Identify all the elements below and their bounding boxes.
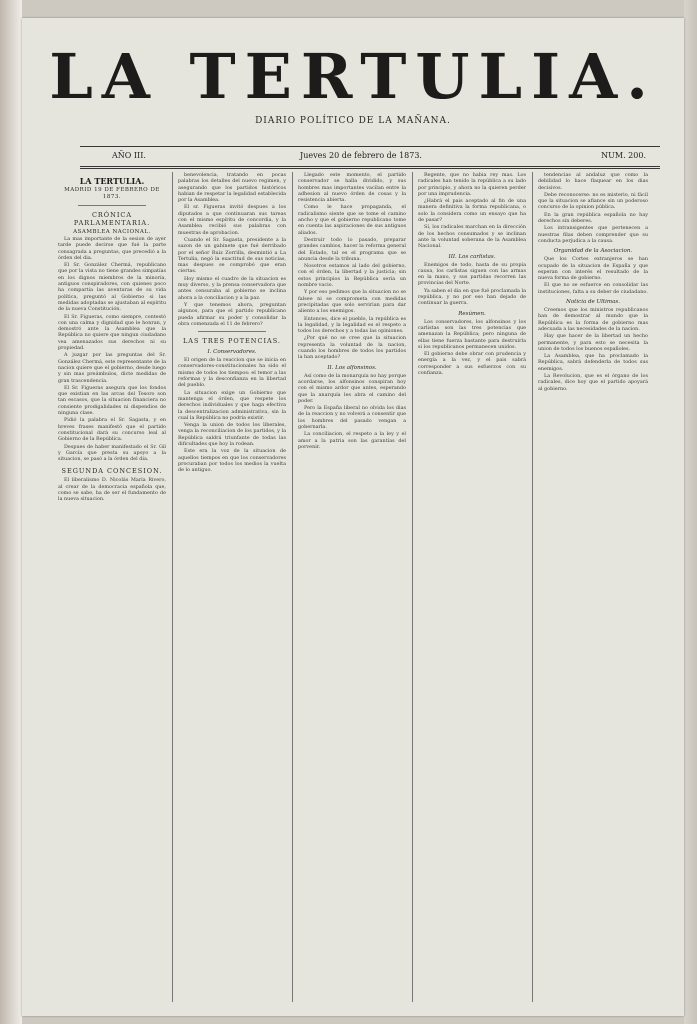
subheading-carlistas: III. Los carlistas.: [448, 253, 496, 260]
header-rule-top: [80, 146, 660, 147]
article-paragraph: La mas importante de la sesion de ayer tarde puede decirse que fué la parte consagrada a preguntas, que precedió a la órden del dia.: [58, 236, 166, 261]
column-1-separator: [78, 205, 146, 206]
article-paragraph: El Sr. Figueras asegura que los fondos que existian en las arcas del Tesoro son tan escasos, que la situacion financiera no consiente prodigalidades ni dispendios de ninguna clase.: [58, 384, 166, 417]
article-paragraph: Los conservadores, los alfonsinos y los carlistas son las tres potencias que amenazan la República; pero ninguna de ellas tiene fuerza bastante para destruirla si los republicanos permanecen unidos.: [418, 318, 526, 350]
section-cronica: CRÓNICA PARLAMENTARIA.: [73, 211, 151, 227]
article-paragraph: Regente, que no habia rey mas. Los radicales han tenido la república a su lado por principio, y ahora no la quieren perder por una imprudencia.: [418, 172, 526, 197]
masthead-subtitle: DIARIO POLÍTICO DE LA MAÑANA.: [255, 116, 451, 126]
article-paragraph: Ya saben el dia en que fué proclamada la república, y no por eso han dejado de continuar la guerra.: [418, 287, 526, 307]
article-paragraph: Creemos que los ministros republicanos han de demostrar al mundo que la República es la forma de gobierno mas adecuada a las necesidades de la nacion.: [538, 307, 648, 332]
article-paragraph: En la gran república española no hay derechos sin deberes.: [538, 211, 648, 225]
article-paragraph: ¿Por qué no se cree que la situacion representa la voluntad de la nacion, cuando los hombres de todos los partidos la han aceptado?: [298, 335, 406, 361]
newspaper-page: [22, 18, 684, 1016]
article-paragraph: Los intransigentes que pertenecen a nuestras filas deben comprender que su conducta perjudica a la causa.: [538, 225, 648, 244]
article-paragraph: Este era la voz de la situacion de aquellos tiempos en que los conservadores procuraban por todos los medios la vuelta de lo antiguo.: [178, 448, 286, 474]
column-divider: [532, 172, 533, 1002]
subheading-resumen: Resúmen.: [458, 310, 486, 317]
article-paragraph: Hay que hacer de la libertad un hecho permanente, y para esto se necesita la union de todos los buenos españoles.: [538, 333, 648, 352]
article-paragraph: Llegado este momento, el partido conservador se halla dividido, y sus hombres mas importantes vacilan entre la adhesion al nuevo órden de cosas y la resistencia abierta.: [298, 172, 406, 204]
article-paragraph: El Sr. Figueras, como siempre, contestó con una calma y dignidad que le honran, y demostró ante la Asamblea que la República no quiere que ningun ciudadano vea amenazados sus derechos ni su propiedad.: [58, 313, 166, 352]
article-paragraph: Nosotros estamos al lado del gobierno, con el órden, la libertad y la justicia; sin estos principios la República seria un nombre vacio.: [298, 263, 406, 289]
column-1: [58, 172, 166, 1002]
column-2: [178, 172, 286, 1002]
column-divider: [292, 172, 293, 1002]
article-paragraph: El origen de la reaccion que se inicia en conservadores-constitucionales ha sido el mismo de todos los tiempos: el temor a las reformas y la desconfianza en la libertad del pueblo.: [178, 357, 286, 389]
article-paragraph: El liberalismo D. Nicolás María Rivero, al crear de la democracia española que, como se sabe, ha de ser el fundamento de la nueva situacion.: [58, 477, 166, 503]
article-paragraph: ¿Habrá el pais aceptado al fin de una manera definitiva la forma republicana, o solo la considera como un ensayo que ha de pasar?: [418, 198, 526, 224]
subsection-asamblea: ASAMBLEA NACIONAL.: [73, 229, 151, 235]
binding-fold: [0, 0, 22, 1024]
column-4: [418, 172, 526, 1002]
issue-year: AÑO III.: [112, 151, 146, 160]
article-paragraph: El gobierno debe obrar con prudencia y energía a la vez, y el pais sabrá corresponder a sus esfuerzos con su confianza.: [418, 351, 526, 377]
article-paragraph: Venga la union de todos los liberales, venga la reconciliacion de los partidos, y la República saldrá triunfante de todas las dificultades que hoy la rodean.: [178, 422, 286, 447]
article-paragraph: Cuando el Sr. Sagasta, presidente a la sazon de un gabinete que fué derribado por el señor Ruiz Zorrilla, desmintió a La Tertulia, negó la exactitud de sus noticias, mas despues se comprobó que eran ciertas.: [178, 236, 286, 275]
column-divider: [412, 172, 413, 1002]
article-paragraph: tendencias al andaluz que como la debilidad lo hace flaquear en los dias decisivos.: [538, 172, 648, 191]
article-paragraph: Pidió la palabra el Sr. Sagasta, y en breves frases manifestó que el partido constitucional dará su concurso leal al Gobierno de la República.: [58, 417, 166, 443]
page-stack-edge: [684, 0, 697, 1024]
header-rule-bottom-2: [80, 168, 660, 169]
section-tres-potencias: LAS TRES POTENCIAS.: [182, 337, 281, 346]
article-paragraph: Enemigos de todo, hasta de su propia causa, los carlistas siguen con las armas en la mano, y sus partidas recorren las provincias del Norte.: [418, 261, 526, 287]
article-paragraph: El que no se esfuerce en consolidar las instituciones, falta a su deber de ciudadano.: [538, 282, 648, 295]
article-paragraph: Y por eso pedimos que la situacion no se falsee ni se comprometa con medidas precipitadas que solo servirian para dar aliento a los enemigos.: [298, 289, 406, 315]
issue-date: Jueves 20 de febrero de 1873.: [300, 151, 422, 160]
article-paragraph: A juzgar por las preguntas del Sr. González Chermá, este representante de la nacion quiere que el gobierno, desde luego y sin mas preámbulos, dicte medidas de gran trascendencia.: [58, 352, 166, 384]
column-divider: [172, 172, 173, 1002]
article-paragraph: La conciliacion, el respeto a la ley y el amor a la patria son las garantías del porvenir.: [298, 431, 406, 450]
column-1-title: LA TERTULIA.: [79, 176, 145, 186]
article-paragraph: Así como de la monarquía no hay porque acordarse, los alfonsinos conspiran hoy con el mismo ardor que antes, esperando que la anarquía les abra el camino del poder.: [298, 372, 406, 404]
article-paragraph: Pero la España liberal no olvida los dias de la reaccion y no volverá a consentir que los hombres del pasado vengan a gobernarla.: [298, 405, 406, 430]
subheading-conservadores: I. Conservadores.: [207, 349, 257, 356]
subheading-alfonsinos: II. Los alfonsinos.: [327, 364, 377, 371]
article-paragraph: Que los Cortes extranjeros se han ocupado de la situacion de España y que esperan con interés el resultado de la nueva forma de gobierno.: [538, 256, 648, 282]
masthead: LA TERTULIA.: [49, 40, 657, 113]
article-paragraph: El sr. Figueras invitó despues a los diputados a que continuaran sus tareas con el mismo espíritu de concordia, y la Asamblea recibió sus palabras con muestras de aprobacion.: [178, 204, 286, 236]
article-paragraph: La Revolucion, que es el órgano de los radicales, dice hoy que el partido apoyará al gobierno.: [538, 373, 648, 392]
article-paragraph: El Sr. González Chermá, republicano que por la vista no tiene grandes simpatías en los dignos miembros de la minoría, antiguos conspiradores, con quienes poco ha compartia las aventuras de su vida política, preguntó al Gobierno si las medidas adoptadas se ajustaban al espíritu de la nueva Constitución.: [58, 262, 166, 313]
article-paragraph: Y que tenemos ahora, preguntan algunos, para que el partido republicano pueda afirmar su poder y consolidar la obra comenzada el 11 de febrero?: [178, 301, 286, 327]
column-1-dateline: MADRID 19 DE FEBRERO DE 1873.: [64, 187, 160, 200]
column-5: [538, 172, 648, 1002]
column-3: [298, 172, 406, 1002]
article-paragraph: La Asamblea, que ha proclamado la República, sabrá defenderla de todos sus enemigos.: [538, 353, 648, 372]
issue-number: NUM. 200.: [601, 151, 646, 160]
article-paragraph: Despues de haber manifestado el Sr. Gil y García que presta su apoyo a la situacion, se pasó a la órden del dia.: [58, 443, 166, 463]
article-paragraph: Destruir todo lo pasado, preparar grandes cambios, hacer la reforma general del Estado, tal es el programa que se anuncia desde la tribuna.: [298, 236, 406, 262]
article-paragraph: La situacion exige un Gobierno que mantenga el órden, que respete los derechos individuales y que haga efectiva la descentralizacion administrativa, sin la cual la República no podria existir.: [178, 389, 286, 421]
article-paragraph: Hoy mismo el cuadro de la situacion es muy diverso, y la prensa conservadora que antes censuraba al gobierno se inclina ahora a la conciliacion y a la paz.: [178, 275, 286, 301]
subheading-organidad: Organidad de la Asociacion.: [553, 248, 633, 255]
column-2-separator: [198, 331, 266, 332]
article-paragraph: Debe reconocerse: no es misterio, ni fácil que la situacion se afiance sin un poderoso concurso de la opinion pública.: [538, 191, 648, 211]
article-paragraph: benevolencia, tratando en pocas palabras los detalles del nuevo regimen, y asegurando que los partidos históricos habian de respetar la legalidad establecida por la Asamblea.: [178, 172, 286, 204]
subheading-noticias: Noticia de Ultimas.: [566, 299, 620, 306]
article-paragraph: Sí, los radicales marchan en la dirección de los hechos consumados y se inclinan ante la voluntad soberana de la Asamblea Nacional.: [418, 224, 526, 250]
dateline: [80, 151, 660, 165]
article-paragraph: Entonces, dice el pueblo, la república es la legalidad, y la legalidad es el respeto a todos los derechos y a todas las opiniones.: [298, 315, 406, 335]
article-paragraph: Como le hace propaganda, el radicalismo siente que se tome el camino ancho y que el gobierno republicano tome en cuenta las aspiraciones de sus antiguos aliados.: [298, 204, 406, 236]
header-rule-bottom: [80, 166, 660, 167]
section-segunda-concesion: SEGUNDA CONCESION.: [61, 467, 163, 476]
